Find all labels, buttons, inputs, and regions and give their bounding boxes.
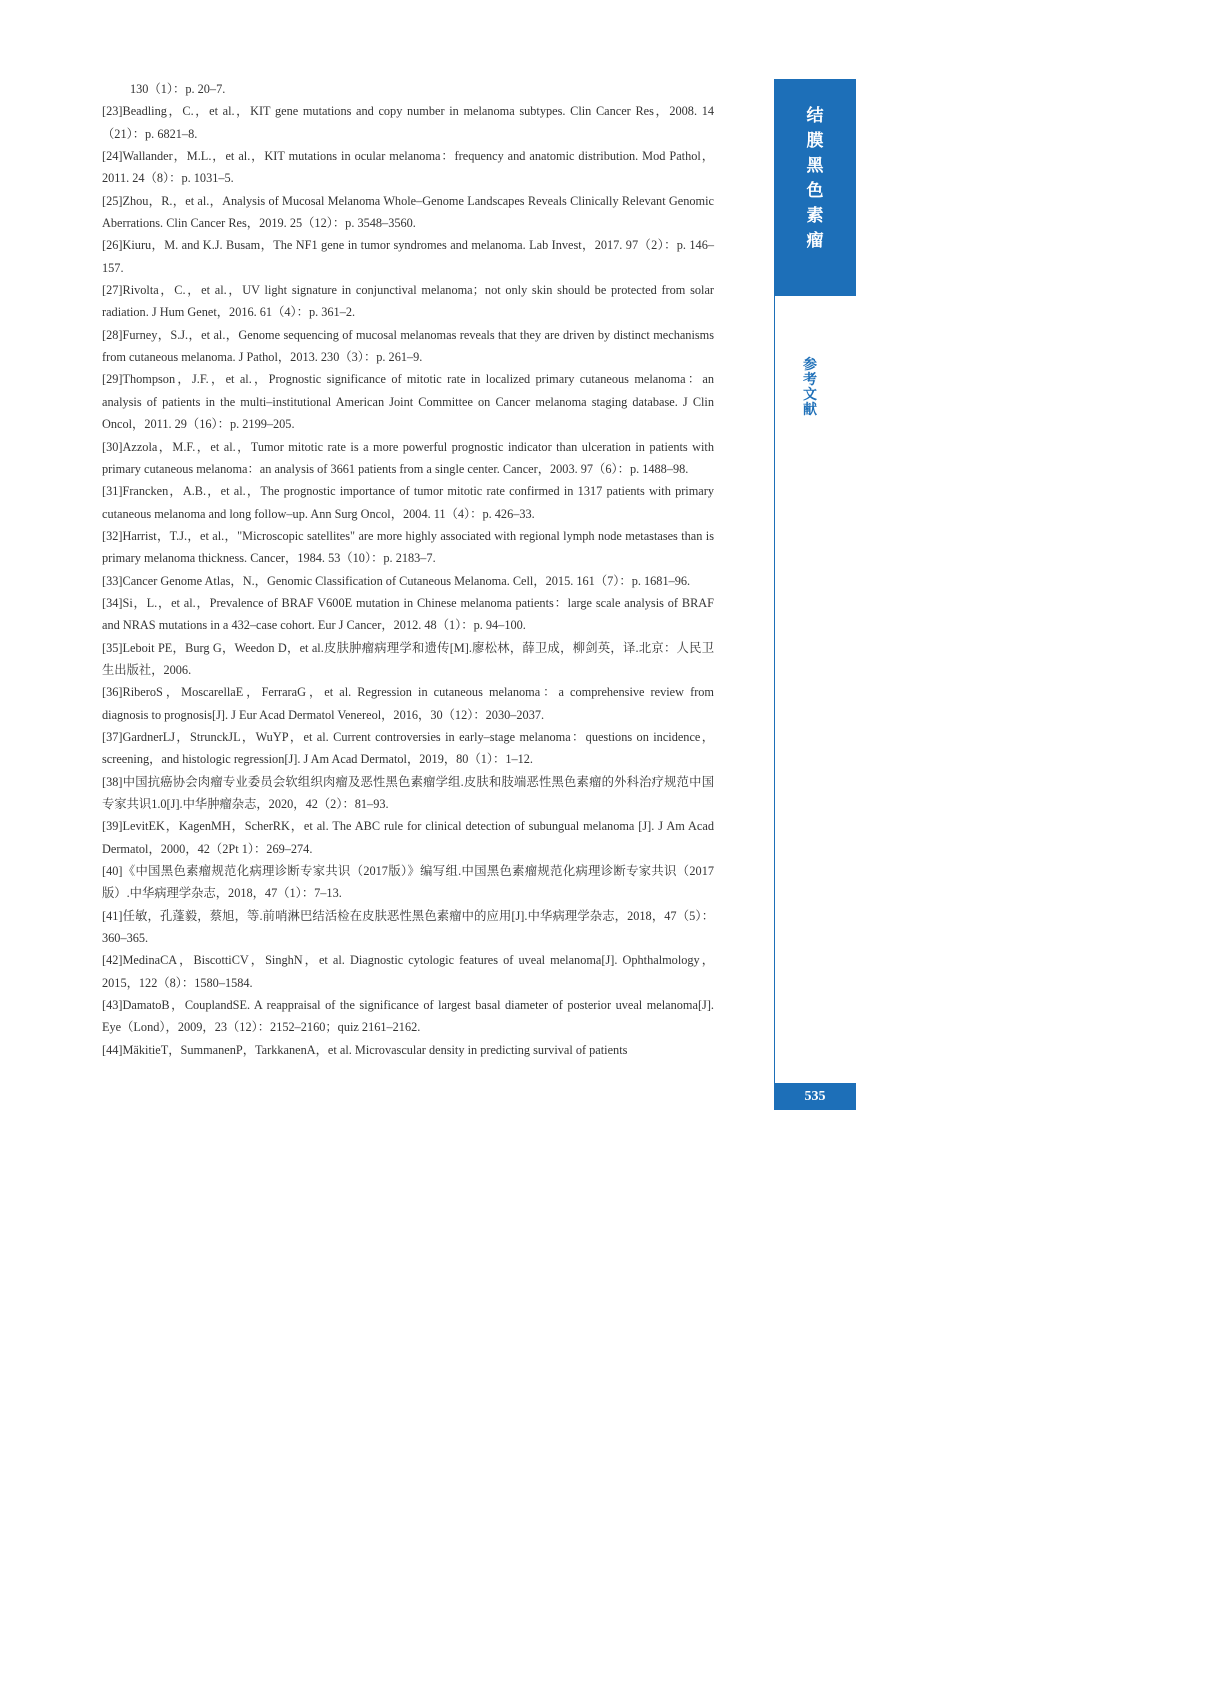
reference-text: Cancer Genome Atlas，N.，Genomic Classification of Cutaneous Melanoma. Cell，2015. 161（7）：p. 1681–96. xyxy=(122,573,691,588)
reference-item xyxy=(102,637,714,682)
reference-item xyxy=(102,771,714,816)
reference-item xyxy=(102,100,714,145)
reference-text: 中国抗癌协会肉瘤专业委员会软组织肉瘤及恶性黑色素瘤学组.皮肤和肢端恶性黑色素瘤的外科治疗规范中国专家共识1.0[J].中华肿瘤杂志，2020，42（2）：81–93. xyxy=(102,774,714,811)
chapter-tab-char: 膜 xyxy=(806,131,824,151)
chapter-tab-char: 色 xyxy=(806,181,824,201)
reference-text: DamatoB，CouplandSE. A reappraisal of the significance of largest basal diameter of posterior uveal melanoma[J]. Eye（Lond），2009，23（12）：2152–2160；quiz 2161–2162. xyxy=(102,998,714,1035)
reference-item xyxy=(102,815,714,860)
reference-number: [29] xyxy=(102,372,123,387)
reference-number: [35] xyxy=(102,640,123,655)
reference-number: [30] xyxy=(102,439,123,454)
chapter-tab xyxy=(774,79,856,296)
reference-item xyxy=(102,592,714,637)
reference-number: [40] xyxy=(102,864,123,879)
section-label-char: 献 xyxy=(803,402,817,418)
reference-number: [37] xyxy=(102,729,123,744)
section-label-char: 参 xyxy=(803,357,817,373)
reference-text: 任敏，孔蓬毅，蔡旭，等.前哨淋巴结活检在皮肤恶性黑色素瘤中的应用[J].中华病理学杂志，2018，47（5）：360–365. xyxy=(102,908,714,946)
reference-item xyxy=(102,1039,714,1061)
reference-text: Wallander，M.L.，et al.，KIT mutations in ocular melanoma：frequency and anatomic distribution. Mod Pathol，2011. 24（8）：p. 1031–5. xyxy=(102,149,714,186)
reference-number: [33] xyxy=(102,573,123,588)
chapter-tab-char: 瘤 xyxy=(806,231,824,251)
reference-text: RiberoS，MoscarellaE，FerraraG，et al. Regression in cutaneous melanoma：a comprehensive review from diagnosis to prognosis[J]. J Eur Acad Dermatol Venereol，2016，30（12）：2030–2037. xyxy=(102,685,714,722)
reference-number: [31] xyxy=(102,484,123,499)
reference-number: [38] xyxy=(102,774,123,789)
reference-text: LevitEK，KagenMH，ScherRK，et al. The ABC rule for clinical detection of subungual melanoma [J]. J Am Acad Dermatol，2000，42（2Pt 1）：269–274. xyxy=(102,819,714,856)
reference-text: Furney，S.J.，et al.，Genome sequencing of mucosal melanomas reveals that they are driven by distinct mechanisms from cutaneous melanoma. J Pathol，2013. 230（3）：p. 261–9. xyxy=(102,327,714,365)
reference-item xyxy=(102,234,714,279)
reference-item xyxy=(102,860,714,905)
reference-text: Thompson，J.F.，et al.，Prognostic significance of mitotic rate in localized primary cutaneous melanoma：an analysis of patients in the multi–institutional American Joint Committee on Cancer melanoma staging database. J Clin Oncol，2011. 29（16）：p. 2199–205. xyxy=(102,372,714,432)
reference-text: Azzola，M.F.，et al.，Tumor mitotic rate is a more powerful prognostic indicator than ulceration in patients with primary cutaneous melanoma：an analysis of 3661 patients from a single center. Cancer，2003. 97（6）：p. 1488–98. xyxy=(102,439,714,476)
reference-number: [27] xyxy=(102,283,123,298)
reference-item xyxy=(102,279,714,324)
section-label-char: 文 xyxy=(803,387,817,403)
page-number: 535 xyxy=(774,1083,856,1110)
reference-number: [26] xyxy=(102,238,123,253)
reference-item xyxy=(102,368,714,435)
reference-text: Leboit PE，Burg G，Weedon D，et al.皮肤肿瘤病理学和遗传[M].廖松林，薛卫成，柳剑英，译.北京：人民卫生出版社，2006. xyxy=(102,640,714,677)
reference-item xyxy=(102,436,714,481)
section-label xyxy=(798,358,822,418)
reference-item xyxy=(102,525,714,570)
reference-number: [36] xyxy=(102,685,123,700)
reference-item xyxy=(102,681,714,726)
reference-number: [24] xyxy=(102,149,123,164)
reference-text: GardnerLJ，StrunckJL，WuYP，et al. Current controversies in early–stage melanoma：questions on incidence，screening，and histologic regression[J]. J Am Acad Dermatol，2019，80（1）：1–12. xyxy=(102,729,714,767)
reference-item xyxy=(102,78,714,100)
chapter-tab-char: 结 xyxy=(806,106,824,126)
reference-number: [32] xyxy=(102,528,123,543)
reference-text: Kiuru，M. and K.J. Busam，The NF1 gene in tumor syndromes and melanoma. Lab Invest，2017. 97（2）：p. 146–157. xyxy=(102,238,714,275)
reference-text: 《中国黑色素瘤规范化病理诊断专家共识（2017版）》编写组.中国黑色素瘤规范化病理诊断专家共识（2017版）.中华病理学杂志，2018，47（1）：7–13. xyxy=(102,864,714,901)
reference-text: Beadling，C.，et al.，KIT gene mutations and copy number in melanoma subtypes. Clin Cancer Res，2008. 14（21）：p. 6821–8. xyxy=(102,104,714,141)
reference-text: MedinaCA，BiscottiCV，SinghN，et al. Diagnostic cytologic features of uveal melanoma[J]. Ophthalmology，2015，122（8）：1580–1584. xyxy=(102,953,714,990)
reference-item xyxy=(102,726,714,771)
reference-item xyxy=(102,570,714,592)
section-label-char: 考 xyxy=(803,372,817,388)
reference-number: [39] xyxy=(102,819,123,834)
reference-number: [25] xyxy=(102,193,123,208)
reference-text: Francken，A.B.，et al.，The prognostic importance of tumor mitotic rate confirmed in 1317 patients with primary cutaneous melanoma and long follow–up. Ann Surg Oncol，2004. 11（4）：p. 426–33. xyxy=(102,484,714,521)
reference-number: [44] xyxy=(102,1042,123,1057)
reference-list xyxy=(102,78,714,1061)
reference-number: [28] xyxy=(102,327,123,342)
reference-item xyxy=(102,145,714,190)
reference-item xyxy=(102,949,714,994)
reference-item xyxy=(102,480,714,525)
reference-number: [41] xyxy=(102,908,123,923)
reference-item xyxy=(102,905,714,950)
reference-text: Harrist，T.J.，et al.，"Microscopic satellites" are more highly associated with regional lymph node metastases than is primary melanoma thickness. Cancer，1984. 53（10）：p. 2183–7. xyxy=(102,528,714,566)
reference-text: 130（1）：p. 20–7. xyxy=(130,82,226,96)
reference-text: Zhou，R.，et al.，Analysis of Mucosal Melanoma Whole–Genome Landscapes Reveals Clinically Relevant Genomic Aberrations. Clin Cancer Res，2019. 25（12）：p. 3548–3560. xyxy=(102,193,714,231)
reference-item xyxy=(102,324,714,369)
reference-number: [42] xyxy=(102,953,123,968)
chapter-tab-char: 素 xyxy=(806,206,824,226)
reference-number: [23] xyxy=(102,104,123,119)
chapter-tab-char: 黑 xyxy=(806,156,824,176)
reference-item xyxy=(102,994,714,1039)
reference-item xyxy=(102,190,714,235)
reference-text: Rivolta，C.，et al.，UV light signature in conjunctival melanoma；not only skin should be protected from solar radiation. J Hum Genet，2016. 61（4）：p. 361–2. xyxy=(102,283,714,320)
reference-text: MäkitieT，SummanenP，TarkkanenA，et al. Microvascular density in predicting survival of patients xyxy=(122,1042,628,1057)
reference-number: [43] xyxy=(102,998,123,1013)
reference-number: [34] xyxy=(102,595,123,610)
reference-text: Si，L.，et al.，Prevalence of BRAF V600E mutation in Chinese melanoma patients：large scale analysis of BRAF and NRAS mutations in a 432–case cohort. Eur J Cancer，2012. 48（1）：p. 94–100. xyxy=(102,595,714,633)
